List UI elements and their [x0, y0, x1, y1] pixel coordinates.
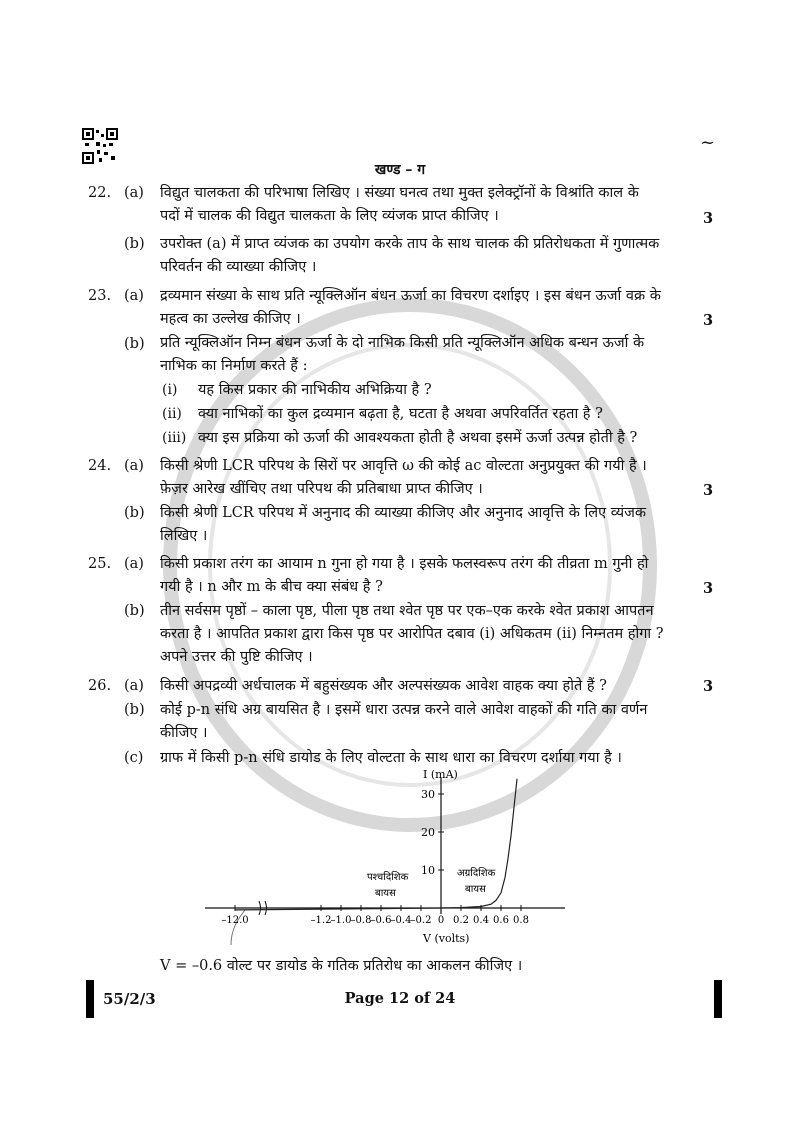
region-label-reverse: पश्चदिशिक	[367, 872, 409, 883]
section-heading: खण्ड – ग	[374, 162, 426, 178]
region-label-forward: बायस	[465, 884, 486, 895]
part-label: (a)	[124, 678, 144, 694]
y-axis-label: I (mA)	[423, 770, 458, 781]
x-tick-label: 0.8	[513, 915, 529, 926]
subpart-label: (i)	[162, 382, 178, 398]
question-text: करता है । आपतित प्रकाश द्वारा किस पृष्ठ पर आरोपित दबाव (i) अधिकतम (ii) निम्नतम होगा ?	[160, 626, 664, 642]
question-text: द्रव्यमान संख्या के साथ प्रति न्यूक्लिऑन बंधन ऊर्जा का विचरण दर्शाइए । इस बंधन ऊर्जा वक्र के	[160, 288, 661, 304]
question-text: V = –0.6 वोल्ट पर डायोड के गतिक प्रतिरोध का आकलन कीजिए ।	[160, 958, 523, 974]
part-label: (a)	[124, 288, 144, 304]
question-number: 22.	[88, 185, 112, 201]
question-text: विद्युत चालकता की परिभाषा लिखिए । संख्या घनत्व तथा मुक्त इलेक्ट्रॉनों के विश्रांति काल के	[160, 185, 639, 201]
question-text: तीन सर्वसम पृष्ठों – काला पृष्ठ, पीला पृष्ठ तथा श्वेत पृष्ठ पर एक–एक करके श्वेत प्रकाश आपतन	[160, 603, 654, 619]
question-text: पदों में चालक की विद्युत चालकता के लिए व्यंजक प्राप्त कीजिए ।	[160, 208, 499, 224]
part-label: (a)	[124, 185, 144, 201]
x-tick-label: –1.0	[330, 915, 352, 926]
subpart-label: (ii)	[162, 406, 182, 422]
iv-characteristic-chart	[195, 770, 585, 955]
question-text: किसी श्रेणी LCR परिपथ के सिरों पर आवृत्ति ω की कोई ac वोल्टता अनुप्रयुक्त की गयी है ।	[160, 458, 647, 474]
x-tick-label: 0.4	[473, 915, 489, 926]
question-text: क्या नाभिकों का कुल द्रव्यमान बढ़ता है, घटता है अथवा अपरिवर्तित रहता है ?	[198, 406, 603, 422]
part-label: (b)	[124, 336, 145, 352]
question-text: महत्व का उल्लेख कीजिए ।	[160, 311, 301, 327]
x-axis-label: V (volts)	[423, 932, 470, 945]
x-tick-label: –0.4	[390, 915, 412, 926]
region-label-reverse: बायस	[375, 888, 396, 899]
page-number: Page 12 of 24	[344, 990, 456, 1007]
page-mark: ~	[700, 132, 716, 153]
question-number: 25.	[88, 556, 112, 572]
question-text: परिवर्तन की व्याख्या कीजिए ।	[160, 259, 317, 275]
x-tick-label: 0	[437, 915, 445, 926]
question-number: 24.	[88, 458, 112, 474]
question-text: कोई p-n संधि अग्र बायसित है । इसमें धारा उत्पन्न करने वाले आवेश वाहकों की गति का वर्णन	[160, 702, 648, 718]
marks: 3	[703, 580, 714, 597]
question-text: अपने उत्तर की पुष्टि कीजिए ।	[160, 649, 313, 665]
question-text: उपरोक्त (a) में प्राप्त व्यंजक का उपयोग करके ताप के साथ चालक की प्रतिरोधकता में गुणात्मक	[160, 236, 660, 252]
question-number: 26.	[88, 678, 112, 694]
region-label-forward: अग्रदिशिक	[457, 868, 496, 879]
question-text: किसी श्रेणी LCR परिपथ में अनुनाद की व्याख्या कीजिए और अनुनाद आवृत्ति के लिए व्यंजक	[160, 505, 646, 521]
subpart-label: (iii)	[162, 430, 187, 446]
part-label: (a)	[124, 458, 144, 474]
question-text: ग्राफ में किसी p-n संधि डायोड के लिए वोल्टता के साथ धारा का विचरण दर्शाया गया है ।	[160, 750, 622, 766]
y-tick-label: 20	[421, 826, 435, 839]
part-label: (a)	[124, 556, 144, 572]
x-tick-label: –0.2	[410, 915, 432, 926]
question-text: गयी है । n और m के बीच क्या संबंध है ?	[160, 579, 383, 595]
question-text: किसी प्रकाश तरंग का आयाम n गुना हो गया है । इसके फलस्वरूप तरंग की तीव्रता m गुनी हो	[160, 556, 649, 572]
x-tick-label: –1.2	[310, 915, 332, 926]
marks: 3	[703, 678, 714, 695]
x-tick-label: –0.6	[370, 915, 392, 926]
part-label: (b)	[124, 702, 145, 718]
y-tick-label: 10	[421, 864, 435, 877]
x-tick-label: 0.2	[453, 915, 469, 926]
question-text: कीजिए ।	[160, 725, 208, 741]
question-text: नाभिक का निर्माण करते हैं :	[160, 358, 308, 374]
x-tick-label: –0.8	[350, 915, 372, 926]
question-number: 23.	[88, 288, 112, 304]
qr-code	[82, 128, 118, 164]
question-text: यह किस प्रकार की नाभिकीय अभिक्रिया है ?	[198, 382, 432, 398]
marks: 3	[703, 312, 714, 329]
question-text: क्या इस प्रक्रिया को ऊर्जा की आवश्यकता होती है अथवा इसमें ऊर्जा उत्पन्न होती है ?	[198, 430, 638, 446]
part-label: (b)	[124, 603, 145, 619]
question-text: फ़ेज़र आरेख खींचिए तथा परिपथ की प्रतिबाधा प्राप्त कीजिए ।	[160, 481, 483, 497]
question-text: प्रति न्यूक्लिऑन निम्न बंधन ऊर्जा के दो नाभिक किसी प्रति न्यूक्लिऑन अधिक बन्धन ऊर्जा के	[160, 335, 645, 351]
part-label: (b)	[124, 236, 145, 252]
part-label: (b)	[124, 505, 145, 521]
marks: 3	[703, 482, 714, 499]
marks: 3	[703, 210, 714, 227]
part-label: (c)	[124, 750, 144, 766]
x-tick-label: –12.0	[221, 915, 249, 926]
question-text: लिखिए ।	[160, 528, 208, 544]
y-tick-label: 30	[421, 788, 435, 801]
x-tick-label: 0.6	[493, 915, 509, 926]
paper-code: 55/2/3	[103, 990, 156, 1008]
question-text: किसी अपद्रव्यी अर्धचालक में बहुसंख्यक और अल्पसंख्यक आवेश वाहक क्या होते हैं ?	[160, 678, 607, 694]
